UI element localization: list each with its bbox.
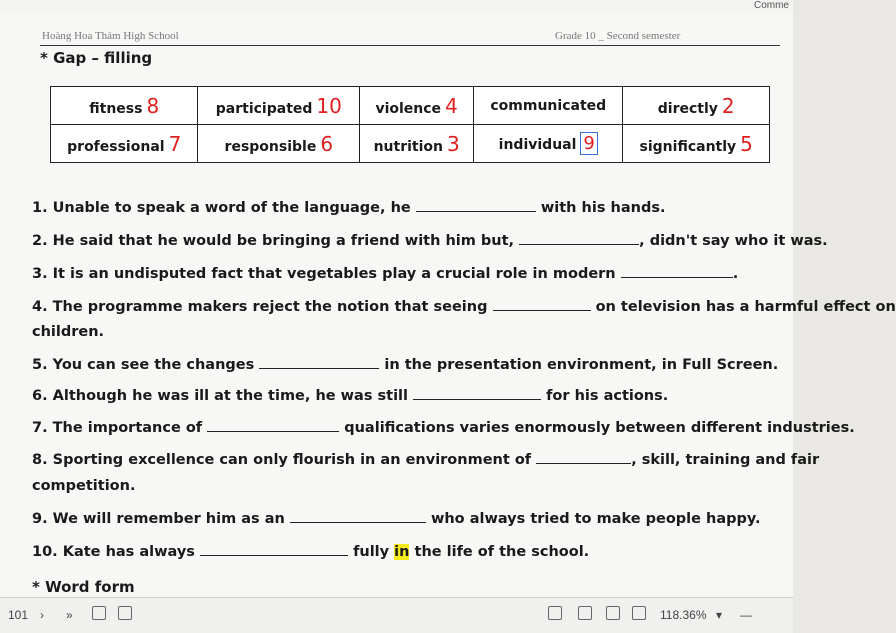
word-bank-cell	[360, 87, 474, 125]
question-4-cont: children.	[32, 324, 105, 340]
document-page	[0, 12, 896, 597]
question-1: 1. Unable to speak a word of the language, he with his hands.	[32, 200, 666, 216]
answer-blank[interactable]	[413, 388, 541, 400]
handwritten-number: 9	[580, 132, 597, 155]
word: communicated	[490, 97, 607, 114]
handwritten-number: 6	[320, 131, 334, 156]
word: participated	[215, 100, 313, 117]
double-chevron-right-icon[interactable]: »	[66, 608, 73, 622]
reading-view-icon[interactable]	[632, 606, 646, 620]
handwritten-number: 3	[446, 131, 460, 156]
question-10: 10. Kate has always fully in the life of the school.	[32, 544, 590, 560]
word: significantly	[639, 138, 737, 155]
undo-icon[interactable]	[92, 606, 106, 620]
top-bar	[0, 0, 793, 12]
zoom-level[interactable]: 118.36%	[660, 608, 707, 622]
word-bank-cell	[623, 87, 770, 125]
question-7: 7. The importance of qualifications varies enormously between different industries.	[32, 420, 855, 436]
zoom-out-icon[interactable]: —	[740, 608, 752, 622]
answer-blank[interactable]	[259, 357, 379, 369]
answer-blank[interactable]	[519, 233, 639, 245]
word-bank-cell	[51, 87, 198, 125]
question-6: 6. Although he was ill at the time, he was still for his actions.	[32, 388, 669, 404]
notes-icon[interactable]	[548, 606, 562, 620]
word: fitness	[89, 100, 143, 117]
comment-button[interactable]: Comme	[753, 0, 789, 11]
question-4: 4. The programme makers reject the notion that seeing on television has a harmful effect on	[32, 299, 896, 315]
word-bank-cell	[51, 125, 198, 163]
school-name: Hoàng Hoa Thám High School	[42, 30, 179, 42]
handwritten-number: 7	[168, 131, 182, 156]
handwritten-number: 10	[316, 93, 342, 118]
answer-blank[interactable]	[416, 200, 536, 212]
question-8: 8. Sporting excellence can only flourish in an environment of , skill, training and fair	[32, 452, 820, 468]
answer-blank[interactable]	[290, 511, 426, 523]
word: nutrition	[373, 138, 443, 155]
word-bank-cell	[474, 87, 623, 125]
status-bar	[0, 597, 793, 633]
answer-blank[interactable]	[536, 452, 631, 464]
answer-blank[interactable]	[207, 420, 339, 432]
word-bank-cell	[623, 125, 770, 163]
header-divider	[40, 45, 780, 46]
word-bank-cell	[198, 125, 360, 163]
answer-blank[interactable]	[621, 266, 733, 278]
handwritten-number: 8	[146, 93, 160, 118]
word-bank-cell	[474, 125, 623, 163]
handwritten-number: 2	[721, 93, 735, 118]
question-2: 2. He said that he would be bringing a friend with him but, , didn't say who it was.	[32, 233, 828, 249]
word-bank-cell	[198, 87, 360, 125]
normal-view-icon[interactable]	[606, 606, 620, 620]
word: professional	[67, 138, 165, 155]
section-gap-filling-title: * Gap – filling	[40, 49, 153, 67]
comments-icon[interactable]	[578, 606, 592, 620]
word: directly	[657, 100, 718, 117]
word: violence	[375, 100, 442, 117]
question-8-cont: competition.	[32, 478, 136, 494]
question-5: 5. You can see the changes in the presentation environment, in Full Screen.	[32, 357, 779, 373]
section-word-form-title: * Word form	[32, 578, 135, 596]
word: individual	[498, 137, 577, 153]
chevron-right-icon[interactable]: ›	[40, 608, 44, 622]
word: responsible	[224, 138, 317, 155]
handwritten-number: 5	[740, 131, 753, 156]
question-3: 3. It is an undisputed fact that vegetables play a crucial role in modern .	[32, 266, 739, 282]
question-9: 9. We will remember him as an who always tried to make people happy.	[32, 511, 761, 527]
highlighted-word: in	[394, 544, 410, 560]
page-number: 101	[8, 608, 29, 622]
grade-label: Grade 10 _ Second semester	[555, 30, 681, 42]
redo-icon[interactable]	[118, 606, 132, 620]
handwritten-number: 4	[445, 93, 458, 118]
zoom-dropdown-icon[interactable]: ▾	[716, 608, 723, 622]
word-bank-row	[51, 125, 770, 163]
word-bank-cell	[360, 125, 474, 163]
answer-blank[interactable]	[200, 544, 348, 556]
word-bank-row	[51, 87, 770, 125]
word-bank-table	[50, 86, 770, 163]
answer-blank[interactable]	[493, 299, 591, 311]
